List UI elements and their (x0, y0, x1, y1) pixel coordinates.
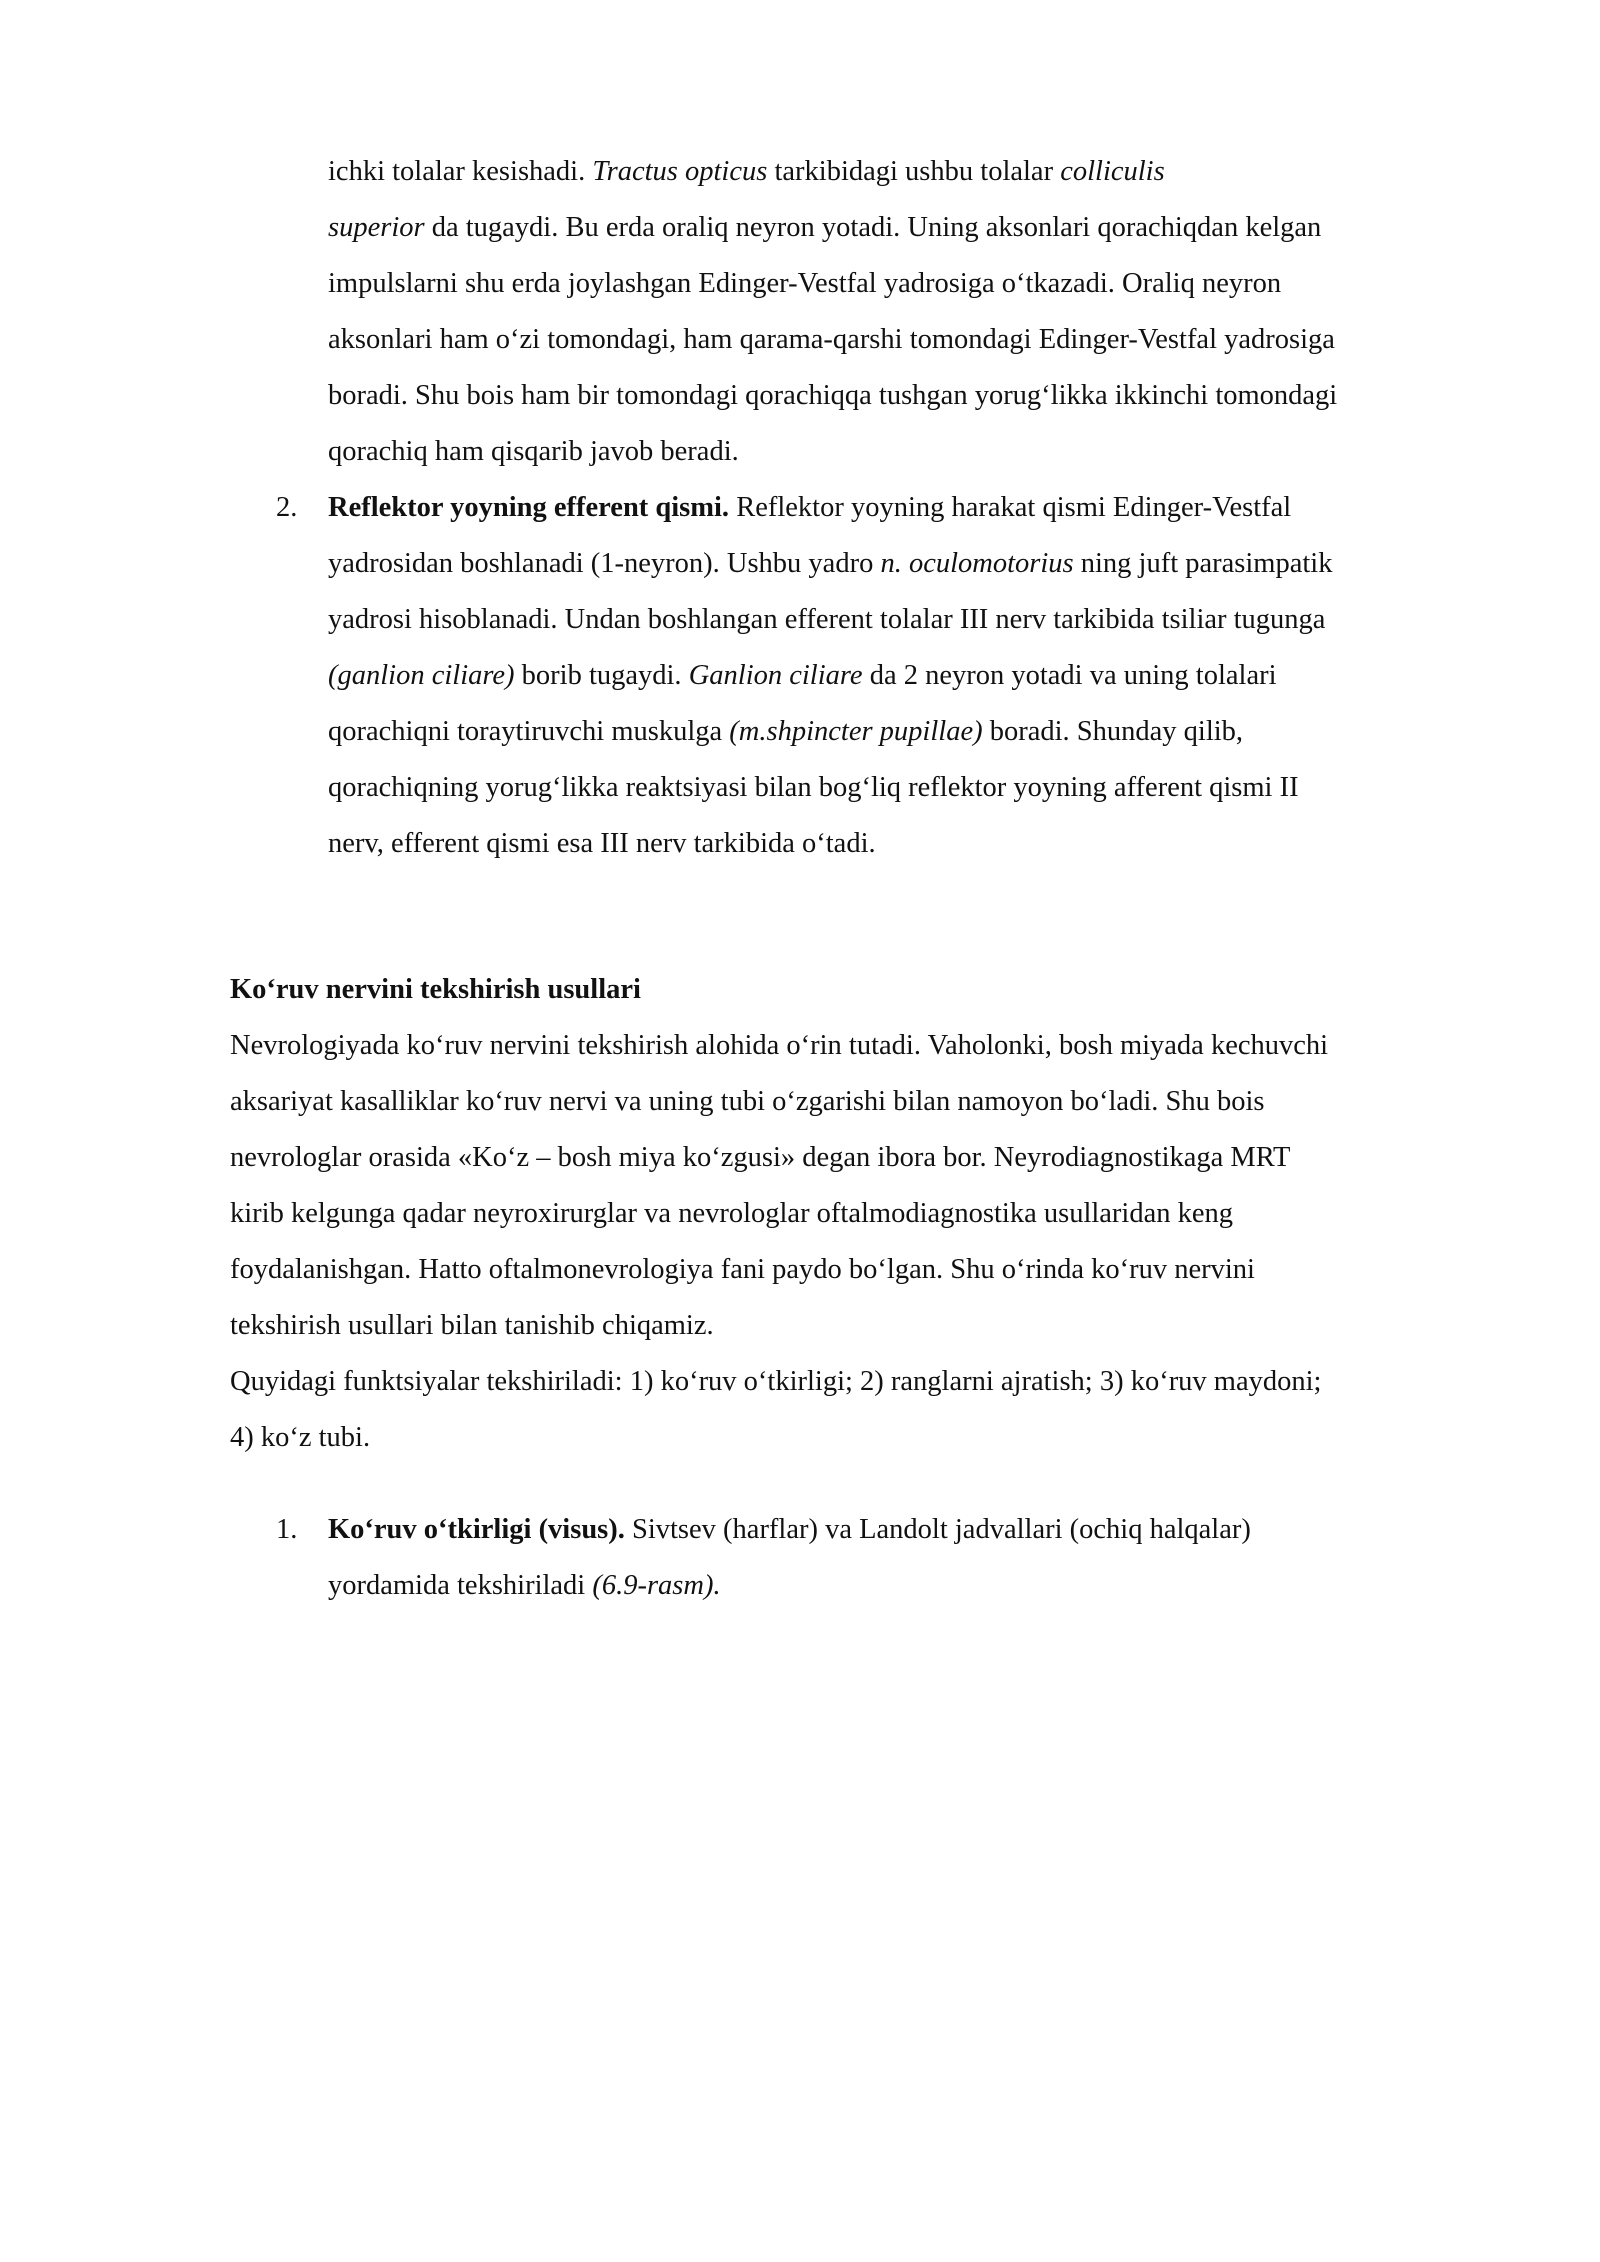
list-number: 1. (276, 1514, 298, 1545)
italic-run: Ganlion ciliare (688, 660, 863, 691)
italic-run: Tractus opticus (592, 156, 768, 187)
list-number: 2. (276, 492, 298, 523)
bold-run: Reflektor yoyning efferent qismi. (328, 492, 730, 523)
text-run: boradi. Shu bois ham bir tomondagi qorachiqqa tushgan yorug‘likka ikkinchi tomondagi (328, 380, 1338, 411)
list-item-1 (276, 1502, 1488, 1614)
text-line (230, 1242, 1488, 1298)
text-line (328, 1502, 1488, 1558)
text-run: Nevrologiyada ko‘ruv nervini tekshirish alohida o‘rin tutadi. Vaholonki, bosh miyada kechuvchi (230, 1030, 1329, 1061)
text-line (230, 1130, 1488, 1186)
text-run: kirib kelgunga qadar neyroxirurglar va nevrologlar oftalmodiagnostika usullaridan keng (230, 1198, 1234, 1229)
text-run: yadrosidan boshlanadi (1-neyron). Ushbu yadro (328, 548, 881, 579)
italic-run: n. oculomotorius (880, 548, 1074, 579)
text-run: 4) ko‘z tubi. (230, 1422, 371, 1453)
text-run: qorachiqni toraytiruvchi muskulga (328, 716, 730, 747)
text-line (230, 1298, 1488, 1354)
text-run: Sivtsev (harflar) va Landolt jadvallari (ochiq halqalar) (624, 1514, 1251, 1545)
text-line (328, 144, 1488, 200)
bold-run: Ko‘ruv o‘tkirligi (visus). (328, 1514, 625, 1545)
text-line (230, 1018, 1488, 1074)
text-run: Reflektor yoyning harakat qismi Edinger-Vestfal (729, 492, 1292, 523)
text-run: da tugaydi. Bu erda oraliq neyron yotadi. Uning aksonlari qorachiqdan kelgan (424, 212, 1322, 243)
text-run: boradi. Shunday qilib, (982, 716, 1244, 747)
text-run: yadrosi hisoblanadi. Undan boshlangan efferent tolalar III nerv tarkibida tsiliar tugunga (328, 604, 1326, 635)
italic-run: (m.shpincter pupillae) (729, 716, 983, 747)
text-line (328, 760, 1488, 816)
italic-run: (6.9-rasm). (592, 1570, 721, 1601)
text-run: ning juft parasimpatik (1073, 548, 1333, 579)
text-run: yordamida tekshiriladi (328, 1570, 593, 1601)
text-line (328, 592, 1488, 648)
text-line (328, 368, 1488, 424)
text-run: aksonlari ham o‘zi tomondagi, ham qarama-qarshi tomondagi Edinger-Vestfal yadrosiga (328, 324, 1335, 355)
text-line (328, 536, 1488, 592)
text-line (230, 1186, 1488, 1242)
text-run: nerv, efferent qismi esa III nerv tarkibida o‘tadi. (328, 828, 876, 859)
italic-run: superior (328, 212, 425, 243)
text-line (328, 1558, 1488, 1614)
text-run: Quyidagi funktsiyalar tekshiriladi: 1) ko‘ruv o‘tkirligi; 2) ranglarni ajratish; 3) ko‘ruv maydoni; (230, 1366, 1322, 1397)
text-line (230, 1410, 1488, 1466)
continuation-paragraph (328, 144, 1488, 480)
list-item-text (328, 480, 1488, 872)
text-run: tarkibidagi ushbu tolalar (767, 156, 1061, 187)
text-line (230, 1354, 1488, 1410)
text-line (328, 256, 1488, 312)
text-run: nevrologlar orasida «Ko‘z – bosh miya ko‘zgusi» degan ibora bor. Neyrodiagnostikaga MRT (230, 1142, 1291, 1173)
text-line (328, 480, 1488, 536)
text-run: da 2 neyron yotadi va uning tolalari (862, 660, 1277, 691)
list-item-text (328, 1502, 1488, 1614)
text-line (328, 312, 1488, 368)
section-heading: Ko‘ruv nervini tekshirish usullari (230, 974, 641, 1005)
text-run: foydalanishgan. Hatto oftalmonevrologiya fani paydo bo‘lgan. Shu o‘rinda ko‘ruv nervini (230, 1254, 1255, 1285)
text-line (328, 816, 1488, 872)
text-run: tekshirish usullari bilan tanishib chiqamiz. (230, 1310, 714, 1341)
section-paragraph (230, 1018, 1488, 1466)
text-run: qorachiqning yorug‘likka reaktsiyasi bilan bog‘liq reflektor yoyning afferent qismi II (328, 772, 1299, 803)
list-item-2 (276, 480, 1488, 872)
text-line (328, 704, 1488, 760)
text-line (328, 200, 1488, 256)
text-run: ichki tolalar kesishadi. (328, 156, 593, 187)
italic-run: colliculis (1060, 156, 1165, 187)
text-line (328, 648, 1488, 704)
text-run: borib tugaydi. (514, 660, 689, 691)
italic-run: (ganlion ciliare) (328, 660, 515, 691)
text-run: qorachiq ham qisqarib javob beradi. (328, 436, 739, 467)
text-run: impulslarni shu erda joylashgan Edinger-Vestfal yadrosiga o‘tkazadi. Oraliq neyron (328, 268, 1282, 299)
text-run: aksariyat kasalliklar ko‘ruv nervi va uning tubi o‘zgarishi bilan namoyon bo‘ladi. Shu bois (230, 1086, 1265, 1117)
text-line (230, 1074, 1488, 1130)
text-line (328, 424, 1488, 480)
